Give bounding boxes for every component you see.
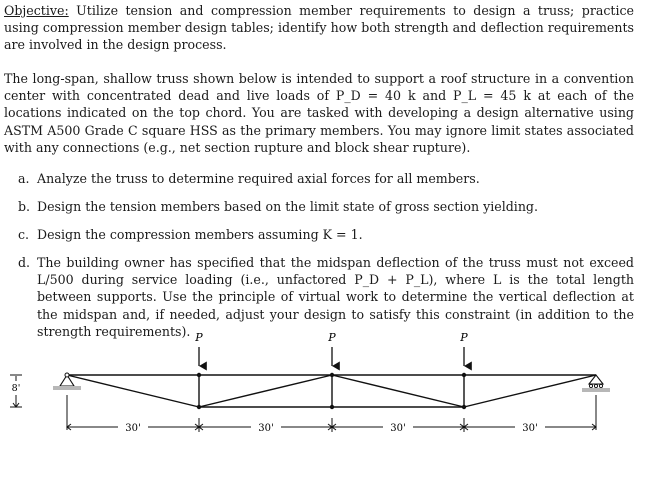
diagonal-member xyxy=(464,375,596,407)
diagonal-member xyxy=(67,375,199,407)
load-label: P xyxy=(460,331,468,344)
span-label: 30' xyxy=(258,423,274,434)
span-label: 30' xyxy=(125,423,141,434)
diagonal-member xyxy=(199,375,332,407)
task-text: Design the compression members assuming K = 1. xyxy=(37,227,363,242)
load-label: P xyxy=(195,331,203,344)
load-label: P xyxy=(328,331,336,344)
objective-text: Utilize tension and compression member requirements to design a truss; practice using compression member design tables; identify how both strength and deflection requirements are involved in the design process. xyxy=(4,3,634,53)
truss-members xyxy=(67,375,596,407)
task-label: d. xyxy=(18,255,31,270)
task-label: c. xyxy=(18,227,30,242)
span-label: 30' xyxy=(522,423,538,434)
task-label: b. xyxy=(18,199,31,214)
height-label: 8' xyxy=(11,383,21,394)
task-text: The building owner has specified that the midspan deflection of the truss must not exceed L/500 during service loading (i.e., unfactored P_D + P_L), where L is the total length between supports. Use the principle of virtual work to determine the vertical deflection at the midspan and, if needed, adjust your design to satisfy this constraint (in addition to the strength requirements). xyxy=(37,255,634,339)
task-label: a. xyxy=(18,171,30,186)
diagonal-member xyxy=(332,375,464,407)
problem-statement: The long-span, shallow truss shown below is intended to support a roof structure in a convention center with concentrated dead and live loads of P_D = 40 k and P_L = 45 k at each of the locations indicated on the top chord. You are tasked with developing a design alternative using ASTM A500 Grade C square HSS as the primary members. You may ignore limit states associated with any connections (e.g., net section rupture and block shear rupture). xyxy=(4,71,634,155)
task-text: Design the tension members based on the limit state of gross section yielding. xyxy=(37,199,538,214)
objective-label: Objective: xyxy=(4,3,69,18)
span-label: 30' xyxy=(390,423,406,434)
task-text: Analyze the truss to determine required axial forces for all members. xyxy=(37,171,480,186)
